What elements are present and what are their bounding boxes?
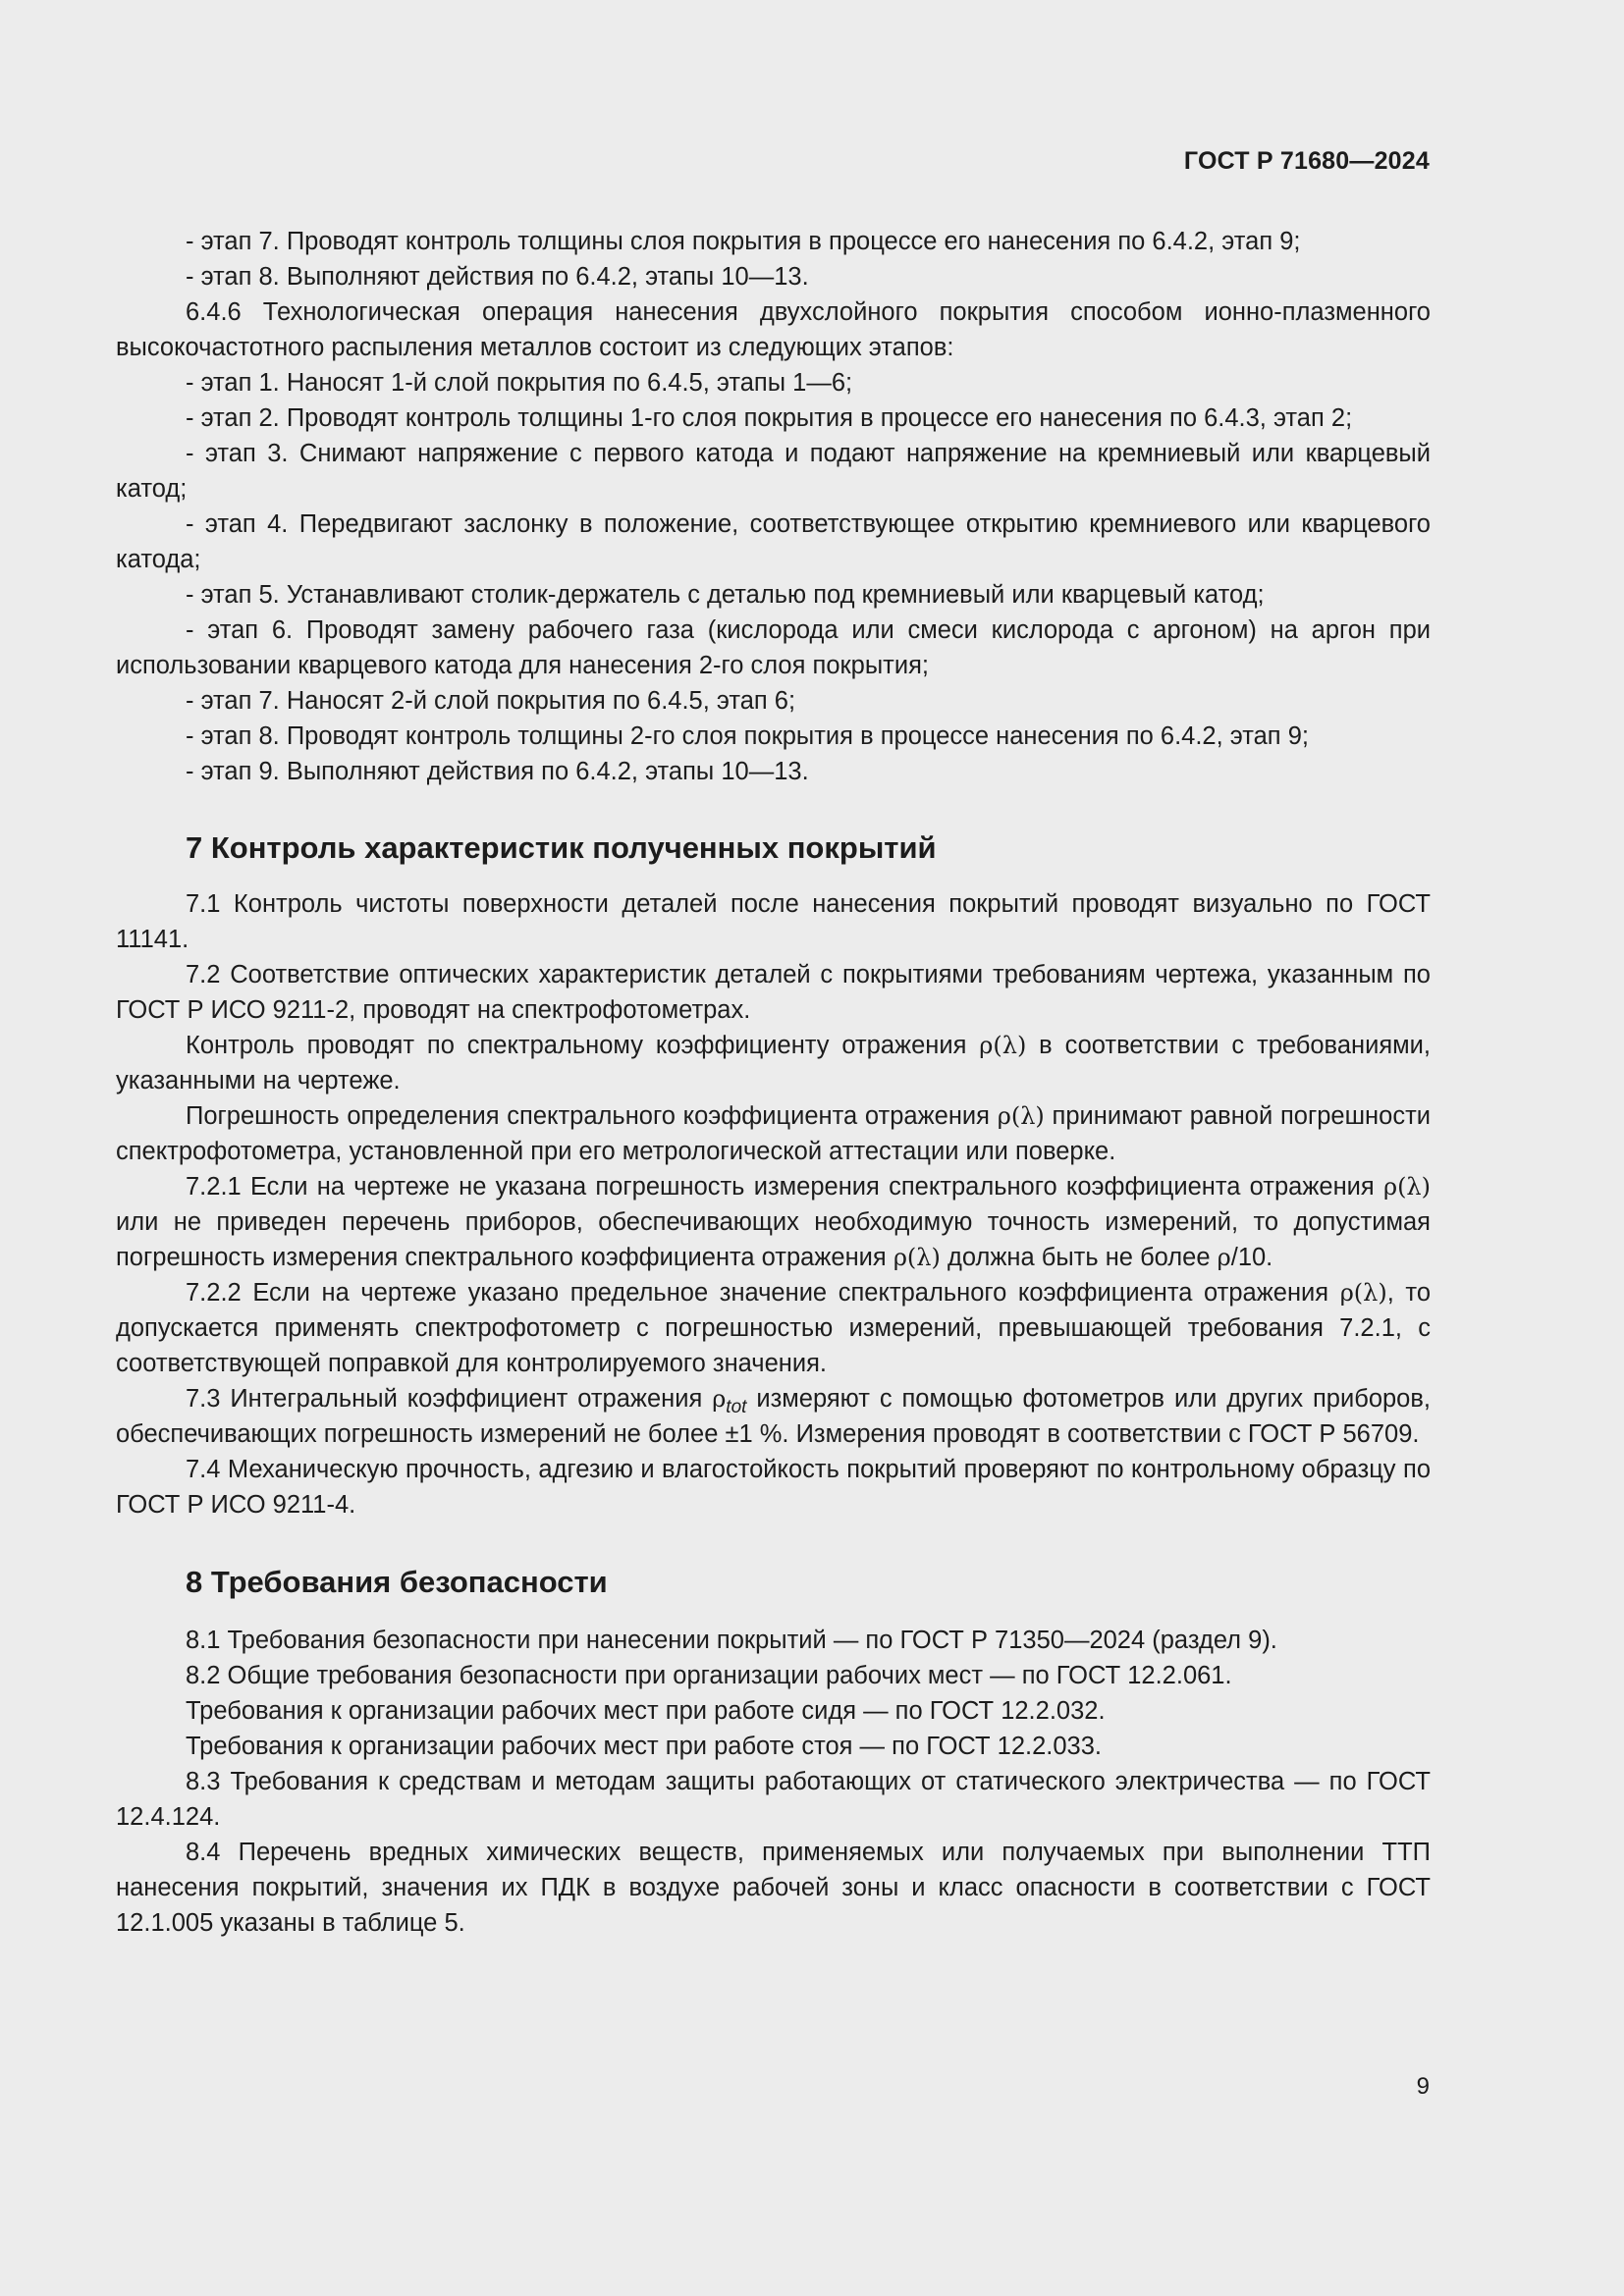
paragraph-6-4-6: 6.4.6 Технологическая операция нанесения двухслойного покрытия способом ионно-плазменного высокочастотного распыления металлов состоит из следующих этапов: xyxy=(116,298,1431,361)
paragraph-8-2: 8.2 Общие требования безопасности при организации рабочих мест — по ГОСТ 12.2.061. xyxy=(186,1662,1232,1689)
text-span: 7.2.1 Если на чертеже не указана погрешность измерения спектрального коэффициента отражения xyxy=(186,1173,1383,1201)
rho-lambda-symbol: ρ(λ) xyxy=(893,1244,941,1271)
paragraph-7-2-1 xyxy=(116,1169,1431,1275)
text-span: Погрешность определения спектрального коэффициента отражения xyxy=(186,1102,998,1130)
paragraph-7-4: 7.4 Механическую прочность, адгезию и влагостойкость покрытий проверяют по контрольному образцу по ГОСТ Р ИСО 9211-4. xyxy=(116,1456,1431,1519)
rho-lambda-symbol: ρ(λ) xyxy=(997,1102,1045,1130)
text-span: /10. xyxy=(1230,1244,1273,1271)
rho-lambda-symbol: ρ(λ) xyxy=(979,1032,1027,1059)
list-item: - этап 5. Устанавливают столик-держатель с деталью под кремниевый или кварцевый катод; xyxy=(186,581,1265,609)
list-item: - этап 3. Снимают напряжение с первого катода и подают напряжение на кремниевый или кварцевый катод; xyxy=(116,440,1431,503)
paragraph-7-3 xyxy=(116,1381,1431,1452)
rho-symbol: ρ xyxy=(1217,1244,1231,1271)
list-item: - этап 8. Проводят контроль толщины 2-го слоя покрытия в процессе нанесения по 6.4.2, этап 9; xyxy=(186,722,1309,750)
list-item: - этап 8. Выполняют действия по 6.4.2, этапы 10—13. xyxy=(186,263,809,291)
rho-lambda-symbol: ρ(λ) xyxy=(1382,1173,1431,1201)
text-span: или не приведен перечень приборов, обеспечивающих необходимую точность измерений, то допустимая погрешность измерения спектрального коэффициента отражения xyxy=(116,1208,1431,1271)
paragraph-7-2-2 xyxy=(116,1275,1431,1381)
text-span: 7.2.2 Если на чертеже указано предельное значение спектрального коэффициента отражения xyxy=(186,1279,1340,1307)
list-item: - этап 9. Выполняют действия по 6.4.2, этапы 10—13. xyxy=(186,758,809,785)
paragraph-7-2-control xyxy=(116,1028,1431,1098)
text-span: должна быть не более xyxy=(940,1244,1218,1271)
document-body xyxy=(116,224,1431,1941)
paragraph-8-3: 8.3 Требования к средствам и методам защиты работающих от статического электричества — по ГОСТ 12.4.124. xyxy=(116,1768,1431,1831)
page-number: 9 xyxy=(1416,2073,1430,2100)
text-span: , то допускается применять спектрофотометр с погрешностью измерений, превышающей требования 7.2.1, с соответствующей поправкой для контролируемого значения. xyxy=(116,1279,1431,1377)
rho-lambda-symbol: ρ(λ) xyxy=(1339,1279,1387,1307)
list-item: - этап 6. Проводят замену рабочего газа (кислорода или смеси кислорода с аргоном) на аргон при использовании кварцевого катода для нанесения 2-го слоя покрытия; xyxy=(116,616,1431,679)
paragraph-7-2-error xyxy=(116,1098,1431,1169)
paragraph-8-1: 8.1 Требования безопасности при нанесении покрытий — по ГОСТ Р 71350—2024 (раздел 9). xyxy=(186,1627,1277,1654)
list-item: - этап 2. Проводят контроль толщины 1-го слоя покрытия в процессе его нанесения по 6.4.3, этап 2; xyxy=(186,404,1353,432)
section-7-heading: 7 Контроль характеристик полученных покрытий xyxy=(186,830,937,865)
text-span: в соответствии с требованиями, указанными на чертеже. xyxy=(116,1032,1431,1095)
text-span: принимают равной погрешности спектрофотометра, установленной при его метрологической аттестации или поверке. xyxy=(116,1102,1431,1165)
paragraph-7-2: 7.2 Соответствие оптических характеристик деталей с покрытиями требованиям чертежа, указанным по ГОСТ Р ИСО 9211-2, проводят на спектрофотометрах. xyxy=(116,961,1431,1024)
text-span: Контроль проводят по спектральному коэффициенту отражения xyxy=(186,1032,980,1059)
paragraph-7-1: 7.1 Контроль чистоты поверхности деталей после нанесения покрытий проводят визуально по ГОСТ 11141. xyxy=(116,890,1431,953)
paragraph-8-2-standing: Требования к организации рабочих мест при работе стоя — по ГОСТ 12.2.033. xyxy=(186,1733,1102,1760)
paragraph-8-4: 8.4 Перечень вредных химических веществ, применяемых или получаемых при выполнении ТТП нанесения покрытий, значения их ПДК в воздухе рабочей зоны и класс опасности в соответствии с ГОСТ 12.1.005 указаны в таблице 5. xyxy=(116,1839,1431,1937)
section-8-heading: 8 Требования безопасности xyxy=(186,1565,608,1599)
document-id: ГОСТ Р 71680—2024 xyxy=(1183,147,1430,175)
tot-subscript: tot xyxy=(726,1397,747,1417)
list-item: - этап 4. Передвигают заслонку в положение, соответствующее открытию кремниевого или кварцевого катода; xyxy=(116,510,1431,573)
rho-symbol: ρ xyxy=(712,1385,727,1413)
list-item: - этап 1. Наносят 1-й слой покрытия по 6.4.5, этапы 1—6; xyxy=(186,369,853,397)
paragraph-8-2-sitting: Требования к организации рабочих мест при работе сидя — по ГОСТ 12.2.032. xyxy=(186,1697,1106,1725)
text-span: измеряют с помощью фотометров или других приборов, обеспечивающих погрешность измерений не более ±1 %. Измерения проводят в соответствии с ГОСТ Р 56709. xyxy=(116,1385,1431,1448)
list-item: - этап 7. Наносят 2-й слой покрытия по 6.4.5, этап 6; xyxy=(186,687,796,715)
text-span: 7.3 Интегральный коэффициент отражения xyxy=(186,1385,713,1413)
list-item: - этап 7. Проводят контроль толщины слоя покрытия в процессе его нанесения по 6.4.2, этап 9; xyxy=(186,228,1301,255)
